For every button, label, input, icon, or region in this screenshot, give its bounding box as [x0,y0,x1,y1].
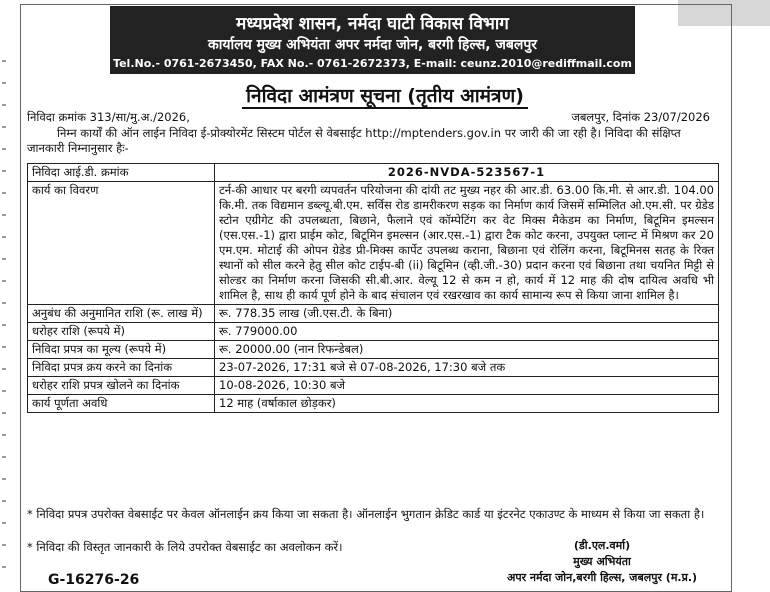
row-label: निविदा प्रपत्र क्रय करने का दिनांक [28,359,215,377]
footnote-purchase: * निविदा प्रपत्र उपरोक्त वेबसाईट पर केवल ऑनलाईन क्रय किया जा सकता है। ऑनलाईन भुगतान क्रेडिट कार्ड या इंटरनेट एकाउण्ट के माध्यम से किया जा सकता है। [27,507,705,521]
table-row [28,323,719,341]
row-value: 10-08-2026, 10:30 बजे [215,377,719,395]
g-number: G-16276-26 [48,572,140,588]
row-value: 23-07-2026, 17:31 बजे से 07-08-2026, 17:30 बजे तक [215,359,719,377]
row-value: 12 माह (वर्षाकाल छोड़कर) [215,395,719,413]
row-value: रू. 779000.00 [215,323,719,341]
notice-title: निविदा आमंत्रण सूचना (तृतीय आमंत्रण) [242,85,528,109]
table-row [28,305,719,323]
intro-paragraph: निम्न कार्यों की ऑन लाईन निविदा ई-प्रोक्योरमेंट सिस्टम पोर्टल से वेबसाईट http://mptenders.gov.in पर जारी की जा रही है। निविदा की संक्षिप्त जानकारी निम्नानुसार हैः- [27,126,681,155]
signatory-office: अपर नर्मदा जोन,बरगी हिल्स, जबलपुर (म.प्र.) [506,571,698,584]
tender-reference: निविदा क्रमांक 313/सा/मु.अ./2026, [27,110,190,124]
department-name: मध्यप्रदेश शासन, नर्मदा घाटी विकास विभाग [236,14,509,34]
office-name: कार्यालय मुख्य अभियंता अपर नर्मदा जोन, बरगी हिल्स, जबलपुर [207,37,538,53]
tender-id-value: 2026-NVDA-523567-1 [215,164,719,182]
row-label: निविदा प्रपत्र का मूल्य (रूपये में) [28,341,215,359]
signature-block [486,538,718,586]
table-row [28,341,719,359]
row-value: रू. 778.35 लाख (जी.एस.टी. के बिना) [215,305,719,323]
table-row [28,377,719,395]
department-header [110,6,635,74]
row-label: अनुबंध की अनुमानित राशि (रू. लाख में) [28,305,215,323]
row-value: रू. 20000.00 (नान रिफन्डेबल) [215,341,719,359]
row-label: धरोहर राशि (रूपये में) [28,323,215,341]
row-label: धरोहर राशि प्रपत्र खोलने का दिनांक [28,377,215,395]
notice-date: जबलपुर, दिनांक 23/07/2026 [571,110,710,124]
notice-title-wrap [0,82,770,108]
tender-details-table [27,163,719,413]
work-description: टर्न-की आधार पर बरगी व्यपवर्तन परियोजना की दांयी तट मुख्य नहर की आर.डी. 63.00 कि.मी. से आर.डी. 104.00 कि.मी. तक विद्यमान डब्ल्यू.बी.एम. सर्विस रोड डामरीकरण सड़क का निर्माण कार्य जिसमें सम्मिलित ओ.एम.सी. पर ग्रेडेड स्टोन एग्रीगेट की उपलब्धता, बिछाने, फैलाने एवं कॉम्पेटिंग कर वेट मिक्स मैकेडम का निर्माण, बिटूमिन इमल्सन (एस.एस.-1) द्वारा प्राईम कोट, बिटूमिन इमल्सन (आर.एस.-1) द्वारा टैक कोट करना, उपयुक्त प्लान्ट में मिश्रण कर 20 एम.एम. मोटाई की ओपन ग्रेडेड प्री-मिक्स कार्पेट उपलब्ध कराना, बिछाना एवं रोलिंग करना, बिटूमिनस सतह के रिक्त स्थानों को सील करने हेतु सील कोट टाईप-बी (ii) बिटूमिन (व्ही.जी.-30) प्रदान करना एवं बिछाना तथा चयनित मिट्टी से सोल्डर का निर्माण करना जिसकी सी.बी.आर. वेल्यू 12 से कम न हो, कार्य में 12 माह की दोष दायित्व अवधि भी शामिल है, साथ ही कार्य पूर्ण होने के बाद संचालन एवं रखरखाव का कार्य सामान्य रूप से किया जाना शामिल है। [215,182,719,305]
contact-details: Tel.No.- 0761-2673450, FAX No.- 0761-2672373, E-mail: ceunz.2010@rediffmail.com [113,57,632,70]
left-margin-dots [2,60,6,580]
signatory-name: (डी.एल.वर्मा) [573,539,631,552]
table-row [28,182,719,305]
signatory-designation: मुख्य अभियंता [573,555,631,568]
table-row [28,164,719,182]
table-row [28,359,719,377]
table-row [28,395,719,413]
row-label: कार्य का विवरण [28,182,215,305]
row-label: कार्य पूर्णता अवधि [28,395,215,413]
footnote-website: * निविदा की विस्तृत जानकारी के लिये उपरोक्त वेबसाईट का अवलोकन करें। [27,540,343,554]
tender-id-label: निविदा आई.डी. क्रमांक [28,164,215,182]
